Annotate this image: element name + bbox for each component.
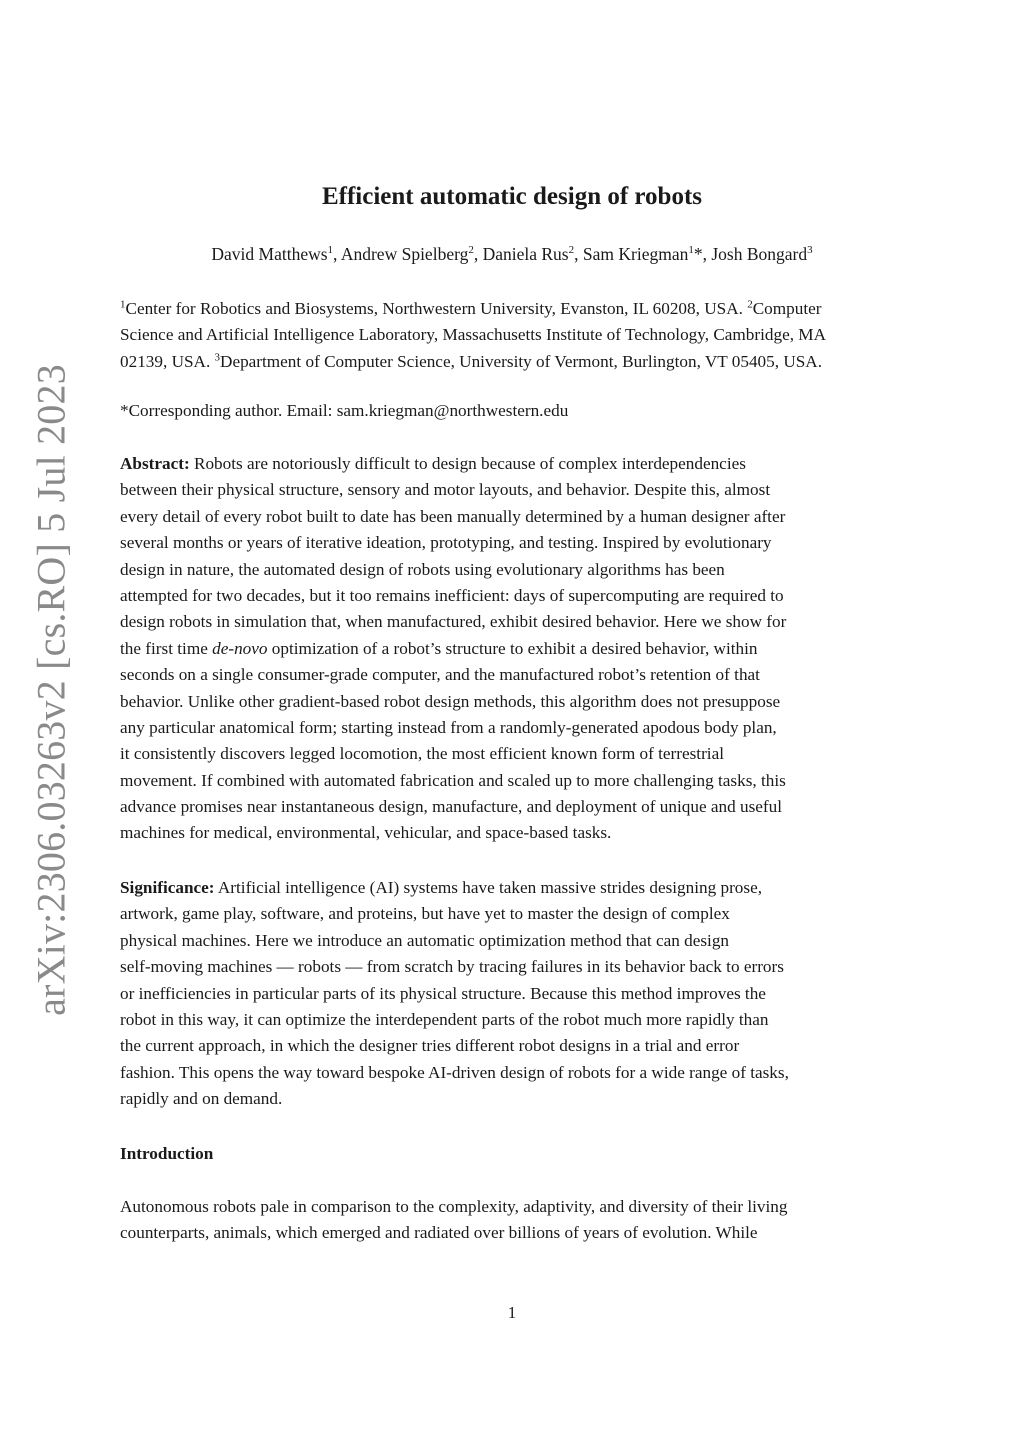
author: David Matthews$^1$, [211,244,341,264]
abstract-line: it consistently discovers legged locomotion, the most efficient known form of terrestrial [120,744,724,764]
significance-section: Significance: Artificial intelligence (AI) systems have taken massive strides designing prose, artwork, game play, software, and proteins, but have yet to master the design of complex physical machines. Here we introduce an automatic optimization method that can design self-moving machines — robots — from scratch by tracing failures in its behavior back to errors or inefficiencies in particular parts of its physical structure. Because this method improves the robot in this way, it can optimize the interdependent parts of the robot much more rapidly than the current approach, in which the designer tries different robot designs in a trial and error fashion. This opens the way toward bespoke AI-driven design of robots for a wide range of tasks, rapidly and on demand. [120,875,910,1113]
significance-line: self-moving machines — robots — from scratch by tracing failures in its behavior back to errors [120,957,784,977]
abstract-line: design in nature, the automated design of robots using evolutionary algorithms has been [120,559,725,579]
abstract-line: seconds on a single consumer-grade computer, and the manufactured robot’s retention of that [120,665,760,685]
author: Sam Kriegman$^1$*, [582,244,712,264]
significance-label: Significance: [120,878,215,897]
abstract-line: behavior. Unlike other gradient-based robot design methods, this algorithm does not presuppose [120,691,781,711]
significance-line: fashion. This opens the way toward bespoke AI-driven design of robots for a wide range of tasks, [120,1062,789,1082]
paper-title: Efficient automatic design of robots [321,183,703,210]
abstract-line: any particular anatomical form; starting instead from a randomly-generated apodous body plan, [120,717,777,737]
abstract-line: movement. If combined with automated fabrication and scaled up to more challenging tasks, this [120,770,786,790]
significance-line: robot in this way, it can optimize the interdependent parts of the robot much more rapidly than [120,1009,769,1029]
abstract-line: design robots in simulation that, when manufactured, exhibit desired behavior. Here we show for [120,612,787,632]
significance-line: artwork, game play, software, and proteins, but have yet to master the design of complex [120,904,730,924]
abstract-section: Abstract: Robots are notoriously difficult to design because of complex interdependencies between their physical structure, sensory and motor layouts, and behavior. Despite this, almost every detail of every robot built to date has been manually determined by a human designer after several months or years of iterative ideation, prototyping, and testing. Inspired by evolutionary design in nature, the automated design of robots using evolutionary algorithms has been attempted for two decades, but it too remains inefficient: days of supercomputing are required to design robots in simulation that, when manufactured, exhibit desired behavior. Here we show for the first time de-novo optimization of a robot’s structure to exhibit a desired behavior, within seconds on a single consumer-grade computer, and the manufactured robot’s retention of that behavior. Unlike other gradient-based robot design methods, this algorithm does not presuppose any particular anatomical form; starting instead from a randomly-generated apodous body plan, it consistently discovers legged locomotion, the most efficient known form of terrestrial movement. If combined with automated fabrication and scaled up to more challenging tasks, this advance promises near instantaneous design, manufacture, and deployment of unique and useful machines for medical, environmental, vehicular, and space-based tasks. [120,451,910,847]
abstract-line: the first time de-novo optimization of a robot’s structure to exhibit a desired behavior, within [120,638,758,658]
affiliations [120,296,910,375]
affiliation-line: Science and Artificial Intelligence Laboratory, Massachusetts Institute of Technology, Cambridge, MA [120,325,826,345]
introduction-heading: Introduction [120,1144,214,1163]
author-list [0,244,1024,265]
significance-line: or inefficiencies in particular parts of its physical structure. Because this method improves the [120,983,766,1003]
page-number: 1 [507,1303,517,1322]
author: Andrew Spielberg$^2$, [340,244,483,264]
abstract-line: attempted for two decades, but it too remains inefficient: days of supercomputing are required to [120,585,784,605]
affiliation-line: 02139, USA. $^3$Department of Computer Science, University of Vermont, Burlington, VT 05405, USA. [120,351,823,371]
significance-line: physical machines. Here we introduce an automatic optimization method that can design [120,930,730,950]
corresponding-author: *Corresponding author. Email: sam.kriegman@northwestern.edu [120,401,569,420]
significance-line: rapidly and on demand. [120,1089,283,1109]
abstract-line: several months or years of iterative ideation, prototyping, and testing. Inspired by evolutionary [120,533,772,553]
abstract-label: Abstract: [120,454,190,473]
abstract-line: every detail of every robot built to date has been manually determined by a human designer after [120,506,786,526]
affiliation-line: $^1$Center for Robotics and Biosystems, Northwestern University, Evanston, IL 60208, USA. $^2$Computer [120,298,822,318]
introduction-line: counterparts, animals, which emerged and radiated over billions of years of evolution. While [120,1223,758,1243]
author: Josh Bongard$^3$ [711,244,813,264]
author: Daniela Rus$^2$, [482,244,583,264]
significance-line: the current approach, in which the designer tries different robot designs in a trial and error [120,1036,740,1056]
introduction-line: Autonomous robots pale in comparison to the complexity, adaptivity, and diversity of their living [120,1197,788,1216]
abstract-line: between their physical structure, sensory and motor layouts, and behavior. Despite this, almost [120,480,771,500]
arxiv-identifier: arXiv:2306.03263v2 [cs.RO] 5 Jul 2023 [28,364,74,1016]
introduction-text [120,1194,910,1247]
abstract-line: machines for medical, environmental, vehicular, and space-based tasks. [120,823,612,843]
abstract-line: advance promises near instantaneous design, manufacture, and deployment of unique and useful [120,797,782,817]
